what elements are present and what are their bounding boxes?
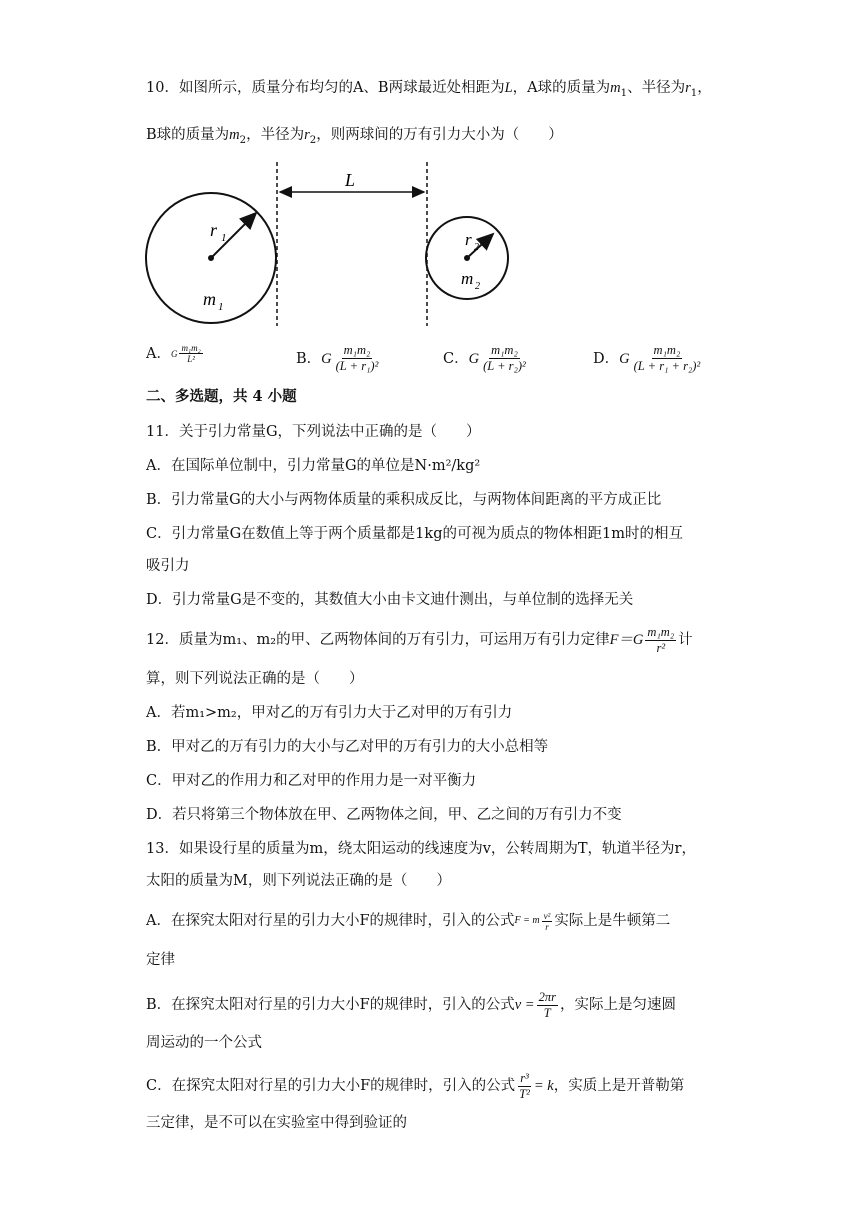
q13-option-a-line1[interactable] xyxy=(146,903,670,939)
q13-c-formula-rhs: = k xyxy=(533,1078,554,1094)
q10-text-c: 、半径为 xyxy=(627,80,686,96)
fraction-numerator: m₁m₂ xyxy=(653,343,681,357)
fraction-denominator: T xyxy=(543,1005,551,1020)
fraction-denominator: L² xyxy=(187,354,195,364)
q13-option-b-line2: 周运动的一个公式 xyxy=(146,1035,262,1051)
q13-option-b-line1[interactable] xyxy=(146,985,676,1025)
q13-a-formula-lhs: F = m xyxy=(514,915,540,926)
option-letter: D． xyxy=(593,350,620,367)
q10-option-b[interactable] xyxy=(296,343,382,374)
two-spheres-figure xyxy=(140,160,520,330)
fraction-numerator: 2πr xyxy=(538,989,556,1004)
label-m2: m xyxy=(461,269,474,288)
label-m1: m xyxy=(203,289,216,309)
fraction-numerator: m₁m₂ xyxy=(647,624,675,639)
fraction-numerator: m₁m₂ xyxy=(491,343,518,357)
q12-stem-text: 12．质量为m₁、m₂的甲、乙两物体间的万有引力，可运用万有引力定律 xyxy=(146,632,610,648)
option-fraction xyxy=(632,343,703,374)
q10-option-c[interactable] xyxy=(443,343,530,374)
symbol-r2: r xyxy=(304,127,310,143)
fraction-numerator: r³ xyxy=(520,1070,529,1085)
q13-option-c-text-b: ，实质上是开普勒第 xyxy=(553,1078,685,1094)
q12-stem-line2: 算，则下列说法正确的是（ ） xyxy=(146,671,364,687)
option-g: G xyxy=(170,348,178,359)
label-L: L xyxy=(345,170,356,190)
q13-option-a-text: A．在探究太阳对行星的引力大小F的规律时，引入的公式 xyxy=(146,913,515,929)
q11-option-c-line1[interactable]: C．引力常量G在数值上等于两个质量都是1kg的可视为质点的物体相距1m时的相互 xyxy=(146,526,683,542)
fraction-denominator: (L + r₁ + r₂)² xyxy=(633,359,701,373)
q12-stem-line1 xyxy=(146,622,693,658)
q13-option-b-text-b: ，实际上是匀速圆 xyxy=(559,997,676,1013)
sub-2: 2 xyxy=(239,134,247,146)
label-r1: r xyxy=(210,220,218,240)
option-fraction xyxy=(334,343,381,374)
fraction-denominator: r² xyxy=(656,640,666,655)
q13-stem-line2: 太阳的质量为M，则下列说法正确的是（ ） xyxy=(146,873,451,889)
fraction-denominator: r xyxy=(545,921,549,932)
q13-option-c-line2: 三定律，是不可以在实验室中得到验证的 xyxy=(146,1115,407,1131)
symbol-m2: m xyxy=(229,127,240,143)
fraction-numerator: m₁m₂ xyxy=(343,343,371,357)
q12-option-d[interactable]: D．若只将第三个物体放在甲、乙两物体之间，甲、乙之间的万有引力不变 xyxy=(146,807,622,823)
q10-option-d[interactable] xyxy=(593,343,704,374)
symbol-r1: r xyxy=(685,80,691,96)
q13-option-c-text: C．在探究太阳对行星的引力大小F的规律时，引入的公式 xyxy=(146,1078,516,1094)
q12-formula-fraction xyxy=(645,625,676,656)
label-m1-sub: 1 xyxy=(218,301,224,313)
q10-text-g: ，则两球间的万有引力大小为（ ） xyxy=(316,127,563,143)
q13-a-formula-fraction xyxy=(542,911,553,932)
fraction-denominator: (L + r₂)² xyxy=(483,359,526,373)
label-r2-sub: 2 xyxy=(474,242,479,253)
q13-c-formula-fraction xyxy=(517,1071,532,1102)
label-m2-sub: 2 xyxy=(475,281,480,292)
q10-text-f: ，半径为 xyxy=(246,127,305,143)
symbol-L: L xyxy=(504,80,513,96)
q12-option-a[interactable]: A．若m₁>m₂，甲对乙的万有引力大于乙对甲的万有引力 xyxy=(146,705,513,721)
option-fraction xyxy=(481,343,528,374)
option-g: G xyxy=(468,350,480,367)
sub-2b: 2 xyxy=(309,134,317,146)
q13-b-formula-fraction xyxy=(537,990,558,1021)
q10-stem-line2 xyxy=(146,125,563,145)
q13-stem-line1: 13．如果设行星的质量为m，绕太阳运动的线速度为v，公转周期为T，轨道半径为r， xyxy=(146,841,696,857)
fraction-numerator: m₁m₂ xyxy=(181,343,201,353)
fraction-numerator: v² xyxy=(543,910,551,921)
q12-formula-lhs: F＝G xyxy=(609,632,644,648)
fraction-denominator: (L + r₁)² xyxy=(335,359,379,373)
q12-option-c[interactable]: C．甲对乙的作用力和乙对甲的作用力是一对平衡力 xyxy=(146,773,477,789)
q10-option-a[interactable] xyxy=(146,343,205,364)
q10-text-a: 10．如图所示，质量分布均匀的A、B两球最近处相距为 xyxy=(146,80,505,96)
option-letter: A． xyxy=(146,345,171,362)
q13-b-formula-lhs: v = xyxy=(514,997,535,1013)
sub-1b: 1 xyxy=(690,87,698,99)
q10-text-d: ， xyxy=(697,80,712,96)
label-r2: r xyxy=(465,230,472,249)
q11-option-c-line2: 吸引力 xyxy=(146,558,190,574)
q11-option-d[interactable]: D．引力常量G是不变的，其数值大小由卡文迪什测出，与单位制的选择无关 xyxy=(146,592,634,608)
q13-option-c-line1[interactable] xyxy=(146,1066,684,1106)
label-r1-sub: 1 xyxy=(221,232,227,244)
option-g: G xyxy=(619,350,630,367)
option-letter: C． xyxy=(443,350,469,367)
option-g: G xyxy=(321,350,332,367)
q12-option-b[interactable]: B．甲对乙的万有引力的大小与乙对甲的万有引力的大小总相等 xyxy=(146,739,549,755)
q10-text-e: B球的质量为 xyxy=(146,127,230,143)
fraction-denominator: T² xyxy=(519,1086,530,1101)
q10-stem-line1 xyxy=(146,78,712,98)
symbol-m1: m xyxy=(610,80,621,96)
q13-option-a-line2: 定律 xyxy=(146,952,175,968)
q13-option-b-text: B．在探究太阳对行星的引力大小F的规律时，引入的公式 xyxy=(146,997,515,1013)
section-header-multiple-choice: 二、多选题，共 4 小题 xyxy=(146,388,297,405)
option-fraction xyxy=(179,343,202,364)
sub-1: 1 xyxy=(620,87,628,99)
radius-r1-arrow xyxy=(211,213,256,258)
q10-text-b: ，A球的质量为 xyxy=(512,80,611,96)
q11-option-a[interactable]: A．在国际单位制中，引力常量G的单位是N·m²/kg² xyxy=(146,458,481,474)
option-letter: B． xyxy=(296,350,322,367)
q11-option-b[interactable]: B．引力常量G的大小与两物体质量的乘积成反比，与两物体间距离的平方成正比 xyxy=(146,492,662,508)
q12-stem-text-b: 计 xyxy=(678,632,693,648)
q11-stem: 11．关于引力常量G，下列说法中正确的是（ ） xyxy=(146,424,481,440)
q13-option-a-text-b: 实际上是牛顿第二 xyxy=(554,913,671,929)
